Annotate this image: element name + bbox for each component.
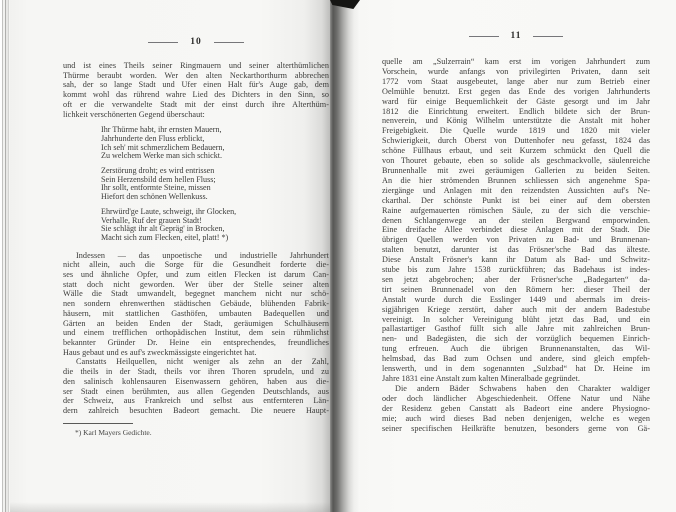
header-rule-left <box>469 36 499 37</box>
text-line: mie; auch wird dieses Bad neben denjenigen, welche es wegen <box>382 413 650 423</box>
text-line: sen jetzt abgebrochen; aber der Frösner'sche „Badegarten“ da- <box>382 274 650 284</box>
right-page-header <box>382 30 650 42</box>
text-line: Canstatts Heilquellen, nicht weniger als zehn an der Zahl, <box>76 357 329 367</box>
text-line: An die hier strömenden Brunnen schliessen sich angenehme Spa- <box>382 175 650 185</box>
right-paragraph-2 <box>382 384 650 434</box>
text-line: denen Schlangenwege an der steilen Bergwand emporwinden. <box>382 215 650 225</box>
text-line: sah, der so lange Stadt und Ufer einen Halt für's Auge gab, dem <box>63 80 329 90</box>
header-rule-right <box>533 36 563 37</box>
right-page-text-block <box>382 30 650 433</box>
text-line: Die andern Bäder Schwabens haben den Charakter waldiger <box>395 383 650 393</box>
text-line: und einem trefflichen orthopädischen Institut, dem sein rühmlichst <box>63 328 329 338</box>
text-line: häusern, mit stattlichen Gasthöfen, umbauten Badequellen und <box>63 308 329 318</box>
poem-line: Jahrhunderte den Fluss erblickt, <box>101 133 205 143</box>
poem-line: Sie schlägt ihr alt Gepräg' in Brocken, <box>101 224 225 234</box>
text-line: vereinigt. In solcher Vereinigung blüht jetzt das Bad, und ein <box>382 314 650 324</box>
text-line: dern zahlreich besuchten Badeort gemacht. Die neuere Haupt- <box>63 405 329 415</box>
text-line: tirt seinen Brunnenadel von den Römern her: dieser Theil der <box>382 284 650 294</box>
text-line: Anstalt wurde durch die Esslinger 1449 und abermals im dreis- <box>382 294 650 304</box>
text-line: quelle am „Sulzerrain“ kam erst im vorigen Jahrhundert zum <box>382 57 650 66</box>
text-line: Wälle die Stadt umwandelt, begegnet manchem nicht nur schö- <box>63 289 329 299</box>
text-line: stube bis zum Jahre 1538 zurückführen; das Badehaus ist indes- <box>382 265 650 275</box>
text-line: nen sondern ehrenwerthen städtischen Gebäude, blühenden Fabrik- <box>63 299 329 309</box>
poem-line: Zerstörung droht; es wird entrissen <box>101 166 215 176</box>
text-line: nenverein, und König Wilhelm unterstützte die Anstalt mit hoher <box>382 116 650 126</box>
text-line: Oelmühle benutzt. Erst gegen das Ende des vorigen Jahrhunderts <box>382 86 650 96</box>
text-line: statt doch nicht geworden. Wer über der Stelle seiner alten <box>63 279 329 289</box>
left-paragraph-1 <box>63 61 329 119</box>
poem-stanza <box>101 167 329 202</box>
poem-line: Ehrwürd'ge Laute, schweigt, ihr Glocken, <box>101 206 237 216</box>
text-line: 1812 die Einrichtung erweitert. Endlich bildete sich der Brun- <box>382 106 650 116</box>
poem-line: Hiefort den schönen Wellenkuss. <box>101 192 208 202</box>
text-line: 1772 vom Staat ausgebeutet, lange aber nur zum Betrieb einer <box>382 76 650 86</box>
text-line: ward für einige Bequemlichkeit der Gäste gesorgt und im Jahr <box>382 96 650 106</box>
poem-line: Ich seh' mit schmerzlichem Bedauern, <box>101 142 225 152</box>
text-line: kommt wohl das rührend wahre Lied des Dichters in den Sinn, so <box>63 90 329 100</box>
gutter-shadow <box>330 0 360 512</box>
text-line: die theils in der Stadt, theils vor ihren Thoren sprudeln, und zu <box>63 367 329 377</box>
text-line: übrigen Quellen werden von Privaten zu Bad- und Brunnenan- <box>382 235 650 245</box>
left-paragraph-2 <box>63 251 329 358</box>
poem-line: Ihr sollt, entformte Steine, missen <box>101 183 211 193</box>
text-line: Vorschein, wurde anfangs von privilegirten Privaten, dann seit <box>382 66 650 76</box>
left-paragraph-3 <box>63 357 329 415</box>
text-line: helmsbad, das Bad zum Ochsen und andere, sind gleich empfeh- <box>382 354 650 364</box>
left-page-number: 10 <box>190 37 202 47</box>
text-line: der Residenz geben Canstatt als Badeort eine andere Physiogno- <box>382 403 650 413</box>
footnote-rule <box>63 423 133 424</box>
text-line: den salinisch kohlensauren Eisenwassern gehören, haben aus die- <box>63 376 329 386</box>
header-rule-left <box>148 42 178 43</box>
text-line: lenswerth, und in dem sogenannten „Sulzbad“ hat Dr. Heine im <box>382 364 650 374</box>
poem-line: Macht sich zum Flecken, eitel, platt! *) <box>101 232 229 242</box>
poem-line: Sein Herzensbild dem hellen Fluss; <box>101 174 216 184</box>
text-line: Raine aufgemauerten römischen Säule, zu der sich die verschie- <box>382 205 650 215</box>
text-line: lichkeit verschönerten Gegend überschaut: <box>63 109 205 119</box>
footnote <box>63 423 329 437</box>
page-edge-lines <box>0 0 10 512</box>
text-line: Brunnenhalle mit zwei geräumigen Gallerien zu beiden Seiten. <box>382 165 650 175</box>
text-line: tung erfreuen. Auch die übrigen Brunnenanstalten, das Wil- <box>382 344 650 354</box>
text-line: von Thouret gebaute, eben so solide als geschmackvolle, säulenreiche <box>382 156 650 166</box>
text-line: Thürme beraubt worden. Wer den alten Neckarthorthurm abbrechen <box>63 70 329 80</box>
text-line: schöne Füllhaus erbaut, und seit Kurzem schmückt den Quell die <box>382 146 650 156</box>
text-line: oder doch ländlicher Abgeschiedenheit. Offene Natur und Nähe <box>382 393 650 403</box>
text-line: bekannter Gründer Dr. Heine ein entsprechendes, freundliches <box>63 337 329 347</box>
text-line: ses und ähnliche Opfer, und zum eitlen Flecken ist darum Can- <box>63 270 329 280</box>
text-line: Freigebigkeit. Die Quelle wurde 1819 und 1820 mit vieler <box>382 126 650 136</box>
poem-line: Ihr Thürme habt, ihr ernsten Mauern, <box>101 125 222 135</box>
poem-stanza <box>101 126 329 161</box>
text-line: oft er die verwandelte Stadt mit der einst durch ihre Alterthüm- <box>63 99 329 109</box>
poem <box>101 126 329 242</box>
text-line: ziergänge und Anlagen mit den reizendsten Aussichten auf's Ne- <box>382 185 650 195</box>
text-line: und ist eines Theils seiner Ringmauern und seiner alterthümlichen <box>63 61 329 70</box>
text-line: pallastartiger Gasthof füllt sich alle Jahre mit zahlreichen Brun- <box>382 324 650 334</box>
left-page-header <box>63 36 329 48</box>
text-line: Gärten an beiden Enden der Stadt, geräumigen Schulhäusern <box>63 318 329 328</box>
text-line: Haus gebaut und es auf's zweckmässigste eingerichtet hat. <box>63 347 257 357</box>
text-line: seiner specifischen Heilkräfte benutzen, besonders gerne von Gä- <box>382 423 650 433</box>
text-line: Diese Anstalt Frösner's kann ihr Datum als Bad- und Schwitz- <box>382 255 650 265</box>
text-line: nicht allein, auch die Sorge für die Gesundheit forderte die- <box>63 260 329 270</box>
poem-stanza <box>101 208 329 243</box>
right-paragraph-1 <box>382 57 650 384</box>
poem-line: Verhalle, Ruf der grauen Stadt! <box>101 215 202 225</box>
left-page <box>10 0 330 512</box>
header-rule-right <box>214 42 244 43</box>
text-line: sigjährigen Kriege zerstört, daher auch mit der andern Badestube <box>382 304 650 314</box>
right-page <box>360 0 676 512</box>
text-line: Schwierigkeit, durch Oberst von Duttenhofer neu gefasst, 1824 das <box>382 136 650 146</box>
text-line: Eine dreifache Allee verbindet diese Anlagen mit der Stadt. Die <box>382 225 650 235</box>
text-line: der Schweiz, aus Frankreich und selbst aus entfernteren Län- <box>63 396 329 406</box>
right-page-number: 11 <box>510 31 522 41</box>
text-line: ser Stadt einen berühmten, aus allen Gegenden Deutschlands, aus <box>63 386 329 396</box>
text-line: stalten benutzt, darunter ist das Frösner'sche Bad das älteste. <box>382 245 650 255</box>
text-line: Indessen — das unpoetische und industrielle Jahrhundert <box>76 250 329 260</box>
text-line: ckarthal. Der schönste Punkt ist bei einer auf dem obersten <box>382 195 650 205</box>
text-line: nen- und Badegästen, die sich der vorzüglich bequemen Einrich- <box>382 334 650 344</box>
footnote-text: *) Karl Mayers Gedichte. <box>75 427 152 437</box>
left-page-text-block <box>63 36 329 437</box>
poem-line: Zu welchem Werke man sich schickt. <box>101 151 223 161</box>
text-line: Jahre 1831 eine Anstalt zum kalten Mineralbade gegründet. <box>382 374 580 383</box>
